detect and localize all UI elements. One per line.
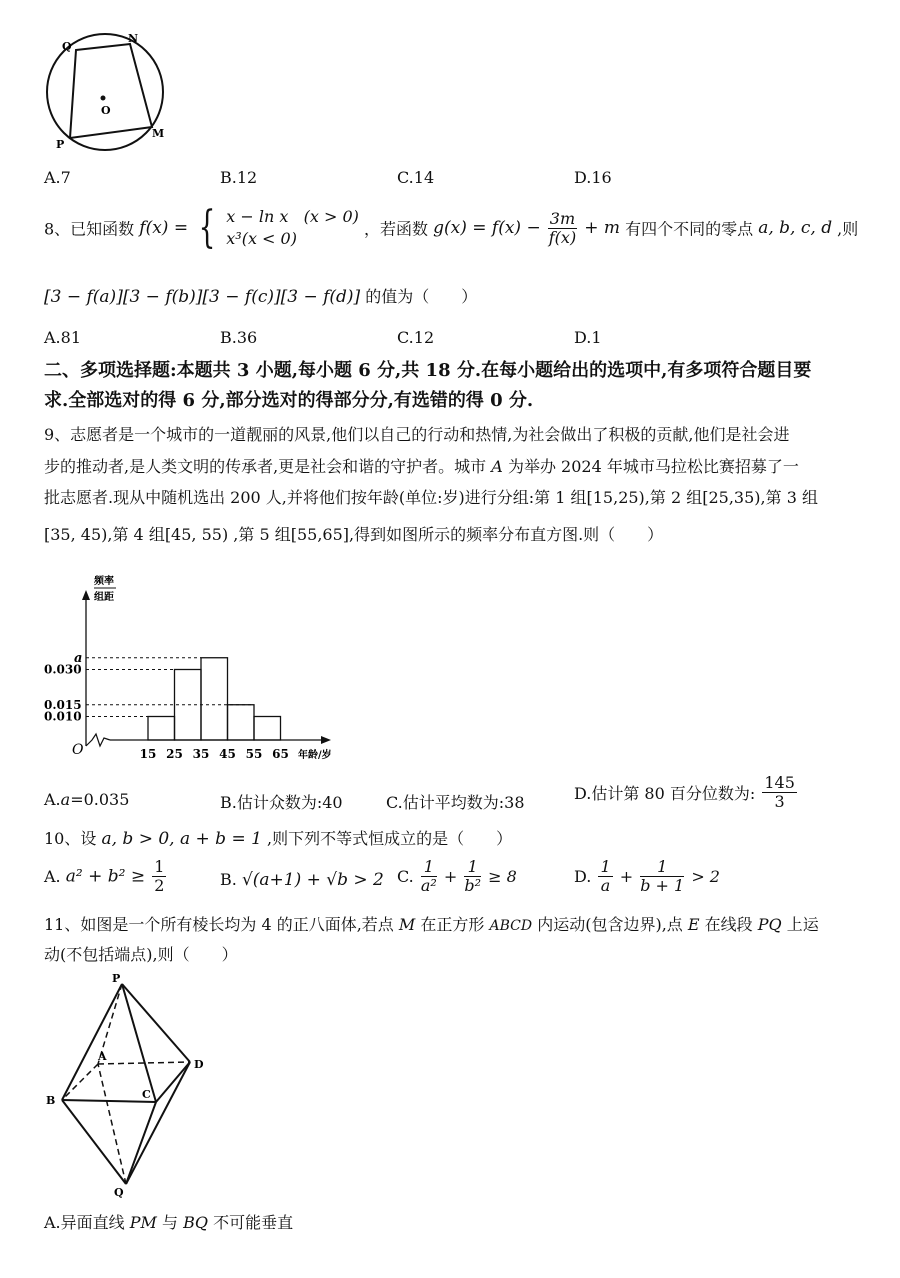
x-tick-label: 65: [272, 747, 289, 761]
q10-option-c: [397, 858, 517, 895]
q10-option-c-relation: ≥ 8: [488, 867, 517, 886]
label-m: M: [152, 127, 165, 140]
circle-quadrilateral-figure: [40, 30, 180, 155]
label-q: Q: [114, 1186, 124, 1199]
origin-label: O: [72, 742, 84, 758]
q10-option-d-fraction1: [598, 858, 612, 895]
q10-option-c-plus: +: [443, 867, 458, 886]
y-axis-arrow: [82, 590, 90, 600]
q8-brace: {: [198, 202, 216, 253]
q8-frac-num: 3m: [549, 208, 576, 228]
quadrilateral-shape: [70, 44, 152, 138]
q9-option-a-pre: A.: [44, 790, 61, 809]
q8-case2: x³(x < 0): [226, 229, 297, 248]
x-tick-label: 15: [139, 747, 157, 761]
q11-line1-e: 上运: [786, 915, 819, 934]
q8-fraction: [548, 210, 577, 247]
q10-option-a: [44, 858, 168, 895]
q8-fx: f(x) =: [139, 218, 189, 238]
x-tick-label: 45: [219, 747, 236, 761]
x-axis-break: [86, 734, 110, 746]
q8-gx: g(x) = f(x) −: [433, 218, 541, 238]
q9-option-d-fraction: [762, 774, 797, 811]
q9-option-d-den: 3: [774, 792, 785, 811]
q10-text-post: ,则下列不等式恒成立的是（ ）: [267, 829, 513, 848]
q10-option-d: [574, 858, 720, 895]
q9-line3: 批志愿者.现从中随机选出 200 人,并将他们按年龄(单位:岁)进行分组:第 1 组[15,25),第 2 组[25,35),第 3 组: [44, 488, 818, 507]
y-label-bottom: 组距: [94, 592, 114, 603]
label-p: P: [112, 972, 121, 985]
q11-e: E: [687, 915, 700, 934]
q10-option-c-num2: 1: [464, 858, 481, 877]
y-tick-label: a: [74, 650, 83, 666]
label-o: O: [101, 104, 111, 117]
histogram-x-ticks: [140, 747, 289, 761]
histogram-bars: [148, 658, 281, 740]
q10-option-d-plus: +: [619, 867, 634, 886]
q9-line2-pre: 步的推动者,是人类文明的传承者,更是社会和谐的守护者。城市: [44, 457, 487, 476]
q11-option-a-mid: 与: [162, 1213, 179, 1232]
histogram-bar: [254, 717, 281, 741]
q9-line2: [44, 456, 799, 478]
edge-pb: [62, 984, 122, 1100]
q9-line4: [35, 45),第 4 组[45, 55) ,第 5 组[55,65],得到如图所示的频率分布直方图.则（ ）: [44, 525, 664, 544]
label-b: B: [46, 1094, 56, 1107]
q11-line2: 动(不包括端点),则（ ）: [44, 945, 238, 964]
edge-pc: [122, 984, 156, 1102]
q7-option-b: B.12: [220, 168, 258, 187]
q10-option-b-expr: √(a+1) + √b > 2: [241, 870, 384, 890]
histogram-bar: [201, 658, 228, 740]
q11-option-a: [44, 1210, 293, 1233]
q8-expression-line: [44, 286, 477, 308]
y-label-top: 频率: [94, 576, 114, 587]
y-tick-label: 0.010: [44, 709, 82, 724]
q9-option-a: [44, 790, 129, 809]
q10-option-c-fraction2: [464, 858, 481, 895]
q8-frac-den: f(x): [548, 227, 577, 247]
q11-line1-a: 11、如图是一个所有棱长均为 4 的正八面体,若点: [44, 915, 394, 934]
x-tick-label: 35: [192, 747, 210, 761]
q10-option-c-den1: a²: [420, 876, 437, 895]
q11-line1-d: 在线段: [704, 915, 753, 934]
q11-pq: PQ: [757, 915, 782, 934]
q9-option-a-var: a: [60, 790, 71, 809]
q8-zeros: a, b, c, d: [758, 218, 833, 238]
q10-option-b: [220, 870, 384, 890]
histogram-bar: [148, 717, 175, 741]
q11-option-a-post: 不可能垂直: [213, 1213, 294, 1232]
label-p: P: [56, 138, 65, 151]
edge-qc: [126, 1102, 156, 1184]
q8-suffix: 有四个不同的零点: [625, 219, 754, 239]
q10-option-c-den2: b²: [464, 876, 482, 895]
label-n: N: [128, 32, 139, 45]
q11-line1: [44, 914, 819, 937]
q10-option-a-pre: A.: [44, 867, 61, 886]
center-point: [101, 96, 106, 101]
q8-case1: x − ln x (x > 0): [226, 207, 359, 226]
label-c: C: [142, 1088, 151, 1101]
q10-option-a-fraction: [152, 858, 166, 895]
q10-option-c-pre: C.: [397, 867, 414, 886]
x-tick-label: 55: [245, 747, 263, 761]
frequency-histogram: [30, 568, 350, 768]
q10-option-a-expr: a² + b² ≥: [65, 866, 146, 887]
q10-option-d-pre: D.: [574, 867, 592, 886]
q7-option-d: D.16: [574, 168, 612, 187]
q8-prefix: 8、已知函数: [44, 219, 135, 239]
q11-abcd: ABCD: [489, 918, 533, 934]
label-a: A: [98, 1050, 107, 1063]
q9-option-d-pre: D.估计第 80 百分位数为:: [574, 784, 756, 803]
edge-qd: [126, 1062, 190, 1184]
q11-option-a-bq: BQ: [183, 1213, 208, 1232]
label-d: D: [194, 1058, 204, 1071]
q8-option-d: D.1: [574, 328, 602, 347]
q7-option-a: A.7: [44, 168, 71, 187]
q8-mid: ，若函数: [364, 219, 429, 239]
q8-option-a: A.81: [44, 328, 81, 347]
q10-option-c-fraction1: [421, 858, 437, 895]
q11-line1-b: 在正方形: [420, 915, 485, 934]
x-axis-arrow: [321, 736, 331, 744]
histogram-bar: [228, 705, 255, 740]
y-tick-label: 0.030: [44, 662, 82, 677]
q8-then: ,则: [837, 219, 859, 239]
octahedron-figure: [40, 970, 220, 1200]
q9-option-d: [574, 774, 799, 811]
q8-cases: [226, 206, 359, 250]
q8-option-b: B.36: [220, 328, 258, 347]
q9-option-c: C.估计平均数为:38: [386, 793, 525, 812]
q10-option-a-den: 2: [154, 876, 165, 895]
q9-option-d-num: 145: [764, 773, 795, 792]
q8-expr-suffix: 的值为（ ）: [365, 287, 478, 306]
q11-option-a-pm: PM: [129, 1213, 157, 1232]
q10-option-d-den1: a: [600, 876, 611, 895]
q10-stem: [44, 828, 512, 850]
q10-option-d-num2: 1: [640, 858, 684, 877]
q11-line1-c: 内运动(包含边界),点: [537, 915, 683, 934]
x-tick-label: 25: [166, 747, 183, 761]
q10-option-d-fraction2: [640, 858, 684, 895]
q8-stem: [44, 202, 859, 253]
q9-city: A: [491, 457, 503, 476]
q11-m: M: [398, 915, 416, 934]
q7-option-c: C.14: [397, 168, 435, 187]
q10-option-d-relation: > 2: [691, 867, 720, 886]
q10-option-d-num1: 1: [600, 857, 611, 876]
q10-option-c-num1: 1: [421, 858, 437, 877]
q9-option-a-post: =0.035: [70, 790, 130, 809]
q8-plus-m: + m: [584, 218, 621, 238]
q8-option-c: C.12: [397, 328, 435, 347]
edge-ab: [62, 1064, 98, 1100]
q10-condition: a, b > 0, a + b = 1: [101, 829, 262, 849]
x-axis-label: 年龄/岁: [298, 750, 332, 761]
q9-line2-post: 为举办 2024 年城市马拉松比赛招募了一: [507, 457, 799, 476]
histogram-y-ticks: [44, 651, 82, 724]
y-tick-label: 0.015: [44, 697, 82, 712]
q10-option-a-num: 1: [154, 857, 165, 876]
q11-option-a-pre: A.异面直线: [44, 1213, 125, 1232]
section2-heading-line2: 求.全部选对的得 6 分,部分选对的得部分分,有选错的得 0 分.: [44, 390, 534, 411]
q10-text-pre: 10、设: [44, 829, 97, 848]
q10-option-d-den2: b + 1: [640, 876, 685, 895]
label-q: Q: [62, 40, 72, 53]
q10-option-b-pre: B.: [220, 870, 237, 889]
q8-expr: [3 − f(a)][3 − f(b)][3 − f(c)][3 − f(d)]: [44, 287, 361, 307]
histogram-dashed-lines: [86, 658, 254, 717]
q9-option-b: B.估计众数为:40: [220, 793, 343, 812]
q9-line1: 9、志愿者是一个城市的一道靓丽的风景,他们以自己的行动和热情,为社会做出了积极的贡献,他们是社会进: [44, 425, 790, 444]
section2-heading-line1: 二、多项选择题:本题共 3 小题,每小题 6 分,共 18 分.在每小题给出的选项中,有多项符合题目要: [44, 360, 812, 381]
